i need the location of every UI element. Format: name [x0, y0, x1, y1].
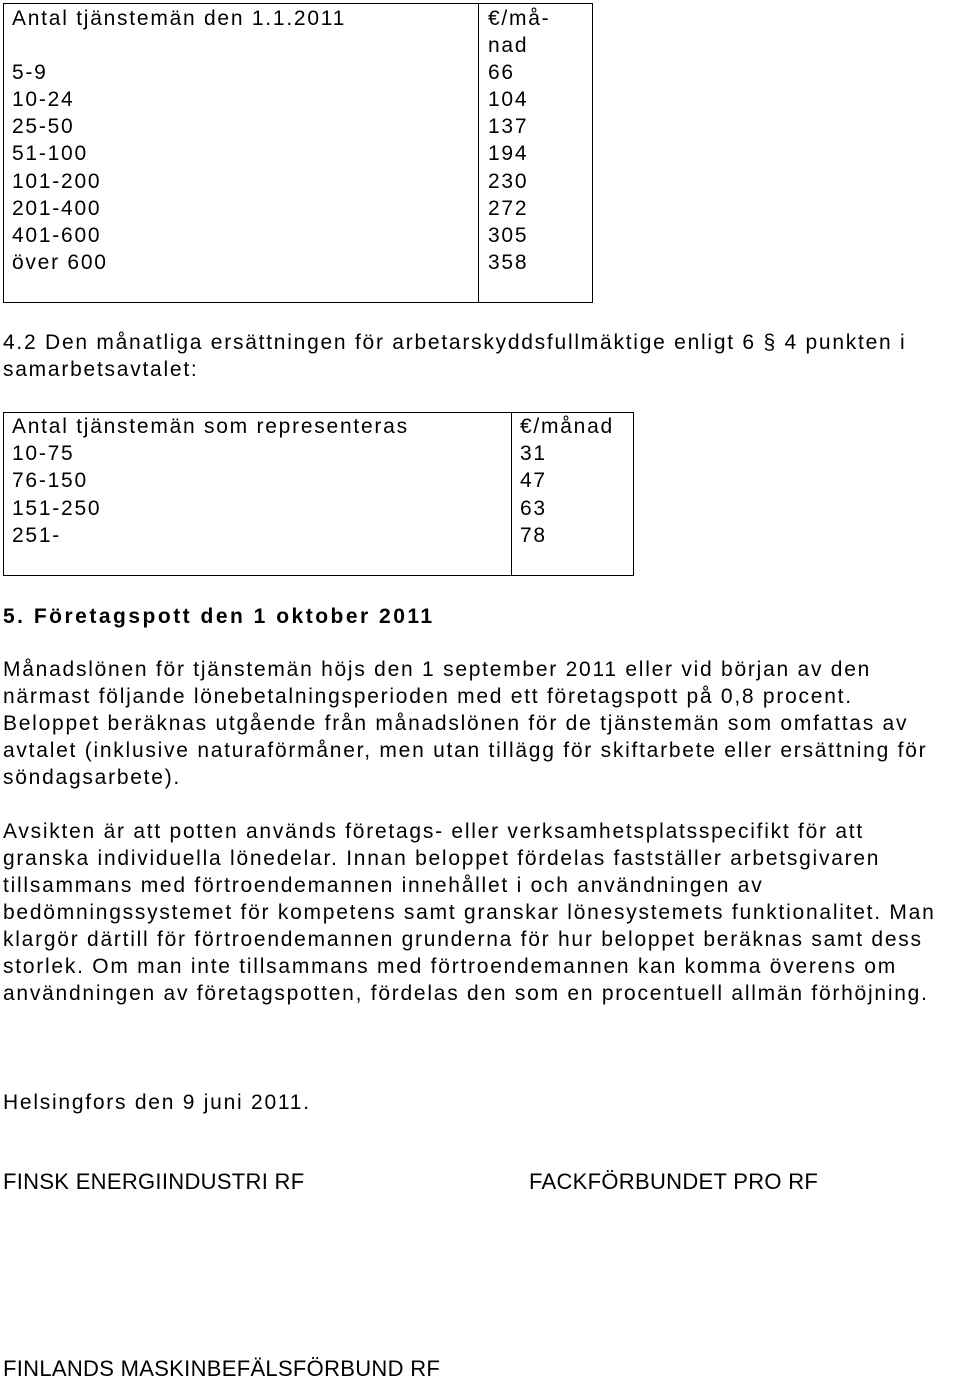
- employee-table-row-range: 5-9: [12, 61, 48, 85]
- representative-table-range-column: [3, 412, 512, 576]
- employee-table-row-range: 201-400: [12, 196, 102, 220]
- employee-table-row-amount: 66: [488, 61, 515, 85]
- employee-table-row-range: 401-600: [12, 223, 102, 247]
- paragraph-line: granska individuella lönedelar. Innan beloppet fördelas fastställer arbetsgivaren: [3, 847, 881, 870]
- paragraph-line: Avsikten är att potten används företags- eller verksamhetsplatsspecifikt för att: [3, 820, 864, 843]
- paragraph-line: samarbetsavtalet:: [3, 357, 199, 381]
- employee-table-row-range: 51-100: [12, 142, 88, 166]
- employee-table-header-label: Antal tjänstemän den 1.1.2011: [12, 7, 347, 30]
- representative-table-header-label: Antal tjänstemän som representeras: [12, 415, 409, 438]
- signatory-fackforbundet-pro: FACKFÖRBUNDET PRO RF: [529, 1169, 819, 1194]
- paragraph-line: 4.2 Den månatliga ersättningen för arbetarskyddsfullmäktige enligt 6 § 4 punkten i: [3, 331, 907, 354]
- representative-table-row-amount: 47: [520, 469, 547, 493]
- employee-table-row-amount: 104: [488, 88, 529, 112]
- representative-table-header-unit: €/månad: [520, 415, 614, 438]
- paragraph-line: bedömningssystemet för kompetens samt granskar lönesystemets funktionalitet. Man: [3, 901, 936, 924]
- paragraph-line: tillsammans med förtroendemannen innehållet i och användningen av: [3, 874, 764, 897]
- representative-table-amount-column: [512, 412, 634, 576]
- paragraph-line: Beloppet beräknas utgående från månadslönen för de tjänstemän som omfattas av: [3, 712, 909, 735]
- employee-table-header-unit: nad: [488, 34, 529, 58]
- section-4-2-paragraph: [3, 330, 906, 383]
- employee-table-row-range: 25-50: [12, 115, 75, 139]
- representative-table-row-range: 10-75: [12, 442, 75, 466]
- employee-table-row-range: 101-200: [12, 169, 102, 193]
- representative-table-row-amount: 31: [520, 442, 547, 466]
- employee-table-row-amount: 272: [488, 196, 529, 220]
- representative-table-row-amount: 78: [520, 523, 547, 547]
- signatory-finlands-maskinbefalsforbund: FINLANDS MASKINBEFÄLSFÖRBUND RF: [3, 1356, 441, 1381]
- employee-table-row-range: över 600: [12, 250, 108, 274]
- employee-table-row-amount: 230: [488, 169, 529, 193]
- employee-table-row-amount: 305: [488, 223, 529, 247]
- employee-table-row-amount: 137: [488, 115, 529, 139]
- representative-table-row-range: 76-150: [12, 469, 88, 493]
- paragraph-line: närmast följande lönebetalningsperioden med ett företagspott på 0,8 procent.: [3, 685, 853, 708]
- representative-table-row-range: 251-: [12, 523, 62, 547]
- paragraph: [3, 656, 927, 791]
- section-heading: 5. Företagspott den 1 oktober 2011: [3, 605, 435, 628]
- employee-table-row-range: 10-24: [12, 88, 75, 112]
- employee-table-range-column: [3, 3, 479, 303]
- paragraph-line: klargör därtill för förtroendemannen grunderna för hur beloppet beräknas samt dess: [3, 928, 923, 951]
- place-and-date: Helsingfors den 9 juni 2011.: [3, 1091, 311, 1114]
- employee-table-row-amount: 194: [488, 142, 529, 166]
- representative-table-row-amount: 63: [520, 496, 547, 520]
- employee-table-amount-column: [479, 3, 593, 303]
- paragraph-line: storlek. Om man inte tillsammans med förtroendemannen kan komma överens om: [3, 955, 897, 978]
- paragraph-line: användningen av företagspotten, fördelas den som en procentuell allmän förhöjning.: [3, 982, 929, 1005]
- representative-table-row-range: 151-250: [12, 496, 102, 520]
- paragraph-line: söndagsarbete).: [3, 766, 182, 789]
- paragraph: [3, 818, 936, 1007]
- paragraph-line: Månadslönen för tjänstemän höjs den 1 september 2011 eller vid början av den: [3, 658, 872, 681]
- employee-table-row-amount: 358: [488, 250, 529, 274]
- employee-table-header-unit: €/må-: [488, 7, 551, 30]
- signatory-finsk-energiindustri: FINSK ENERGIINDUSTRI RF: [3, 1169, 305, 1194]
- paragraph-line: avtalet (inklusive naturaförmåner, men utan tillägg för skiftarbete eller ersättning för: [3, 739, 928, 762]
